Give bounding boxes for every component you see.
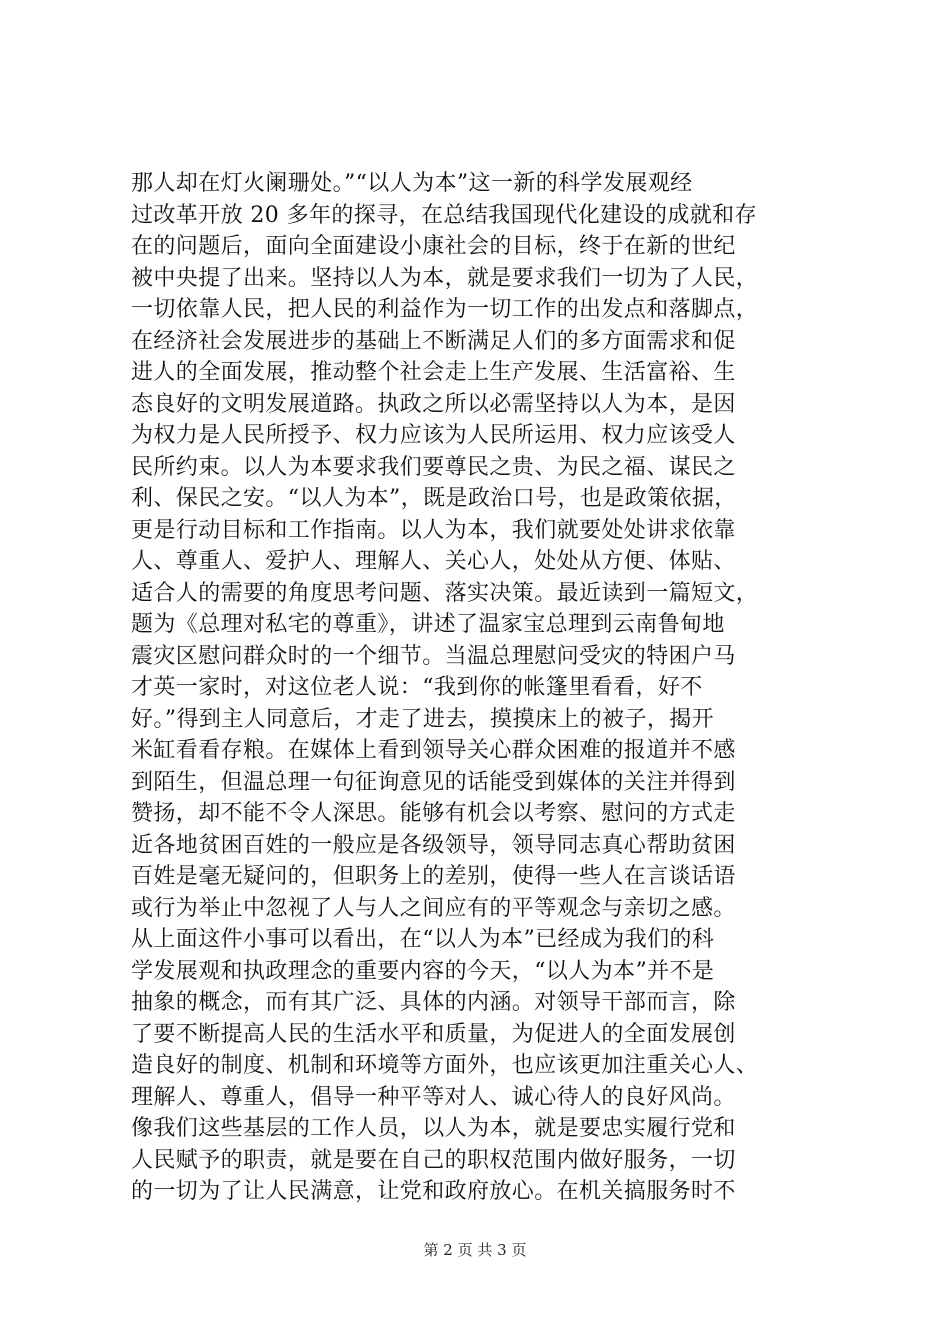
text-line: 震灾区慰问群众时的一个细节。当温总理慰问受灾的特困户马	[131, 643, 736, 669]
text-line: 了要不断提高人民的生活水平和质量，为促进人的全面发展创	[131, 1021, 736, 1047]
text-line: 过改革开放 20 多年的探寻，在总结我国现代化建设的成就和存	[131, 202, 757, 228]
text-line: 人、尊重人、爱护人、理解人、关心人，处处从方便、体贴、	[131, 549, 736, 574]
text-line: 理解人、尊重人，倡导一种平等对人、诚心待人的良好风尚。	[131, 1084, 736, 1110]
text-line: 造良好的制度、机制和环境等方面外，也应该更加注重关心人、	[131, 1053, 759, 1078]
text-line: 像我们这些基层的工作人员，以人为本，就是要忠实履行党和	[131, 1116, 736, 1141]
text-line: 抽象的概念，而有其广泛、具体的内涵。对领导干部而言，除	[131, 990, 736, 1015]
page-number-footer: 第 2 页 共 3 页	[423, 1241, 527, 1259]
text-line: 为权力是人民所授予、权力应该为人民所运用、权力应该受人	[131, 423, 736, 448]
text-line: 从上面这件小事可以看出，在“以人为本”已经成为我们的科	[131, 927, 715, 952]
text-line: 被中央提了出来。坚持以人为本，就是要求我们一切为了人民，	[131, 265, 759, 291]
text-line: 进人的全面发展，推动整个社会走上生产发展、生活富裕、生	[131, 360, 736, 385]
text-line: 或行为举止中忽视了人与人之间应有的平等观念与亲切之感。	[131, 895, 736, 921]
text-line: 态良好的文明发展道路。执政之所以必需坚持以人为本，是因	[131, 391, 736, 417]
text-line: 才英一家时，对这位老人说：“我到你的帐篷里看看，好不	[131, 675, 703, 700]
text-line: 在的问题后，面向全面建设小康社会的目标，终于在新的世纪	[131, 234, 736, 259]
text-line: 好。”得到主人同意后，才走了进去，摸摸床上的被子，揭开	[131, 706, 715, 732]
text-line: 更是行动目标和工作指南。以人为本，我们就要处处讲求依靠	[131, 517, 736, 543]
text-line: 利、保民之安。“以人为本”，既是政治口号，也是政策依据，	[131, 486, 737, 511]
text-line: 一切依靠人民，把人民的利益作为一切工作的出发点和落脚点，	[131, 297, 759, 322]
text-line: 题为《总理对私宅的尊重》，讲述了温家宝总理到云南鲁甸地	[131, 612, 725, 637]
text-line: 近各地贫困百姓的一般应是各级领导，领导同志真心帮助贫困	[131, 832, 736, 858]
text-line: 学发展观和执政理念的重要内容的今天，“以人为本”并不是	[131, 958, 715, 984]
text-line: 适合人的需要的角度思考问题、落实决策。最近读到一篇短文，	[131, 580, 759, 606]
text-line: 米缸看看存粮。在媒体上看到领导关心群众困难的报道并不感	[131, 738, 736, 763]
text-line: 在经济社会发展进步的基础上不断满足人们的多方面需求和促	[131, 328, 736, 354]
document-body	[131, 168, 831, 1208]
text-line: 百姓是毫无疑问的，但职务上的差别，使得一些人在言谈话语	[131, 864, 736, 889]
text-line: 民所约束。以人为本要求我们要尊民之贵、为民之福、谋民之	[131, 454, 736, 480]
text-line: 那人却在灯火阑珊处。”“以人为本”这一新的科学发展观经	[131, 171, 693, 196]
text-line: 人民赋予的职责，就是要在自己的职权范围内做好服务，一切	[131, 1147, 736, 1173]
text-line: 的一切为了让人民满意，让党和政府放心。在机关搞服务时不	[131, 1179, 736, 1204]
text-line: 赞扬，却不能不令人深思。能够有机会以考察、慰问的方式走	[131, 801, 736, 826]
text-line: 到陌生，但温总理一句征询意见的话能受到媒体的关注并得到	[131, 769, 736, 795]
